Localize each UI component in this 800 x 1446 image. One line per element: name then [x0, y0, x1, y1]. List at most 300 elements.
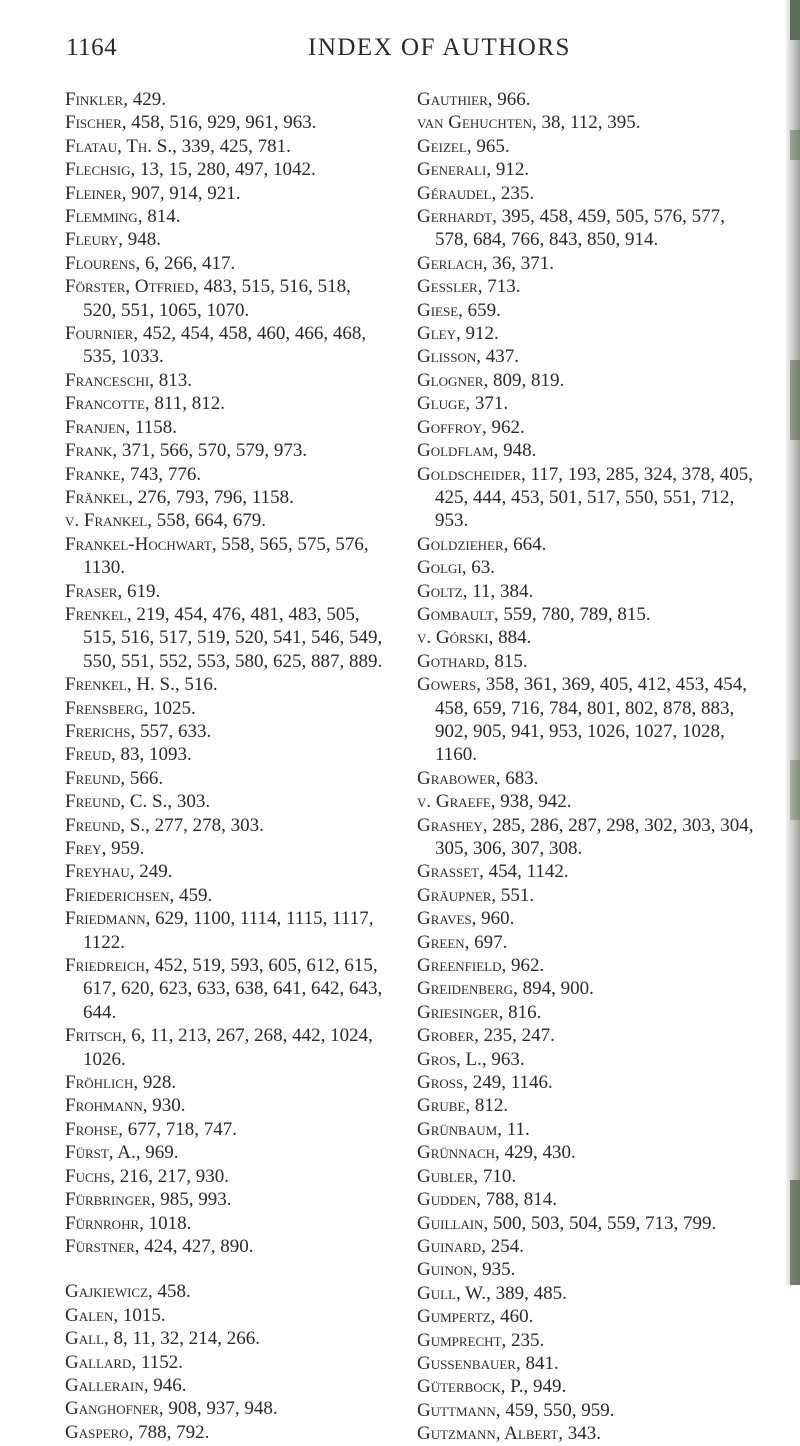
author-name: Friedreich [65, 955, 145, 977]
page-edge-shadow [786, 0, 800, 1285]
page-edge-mark [790, 760, 800, 820]
index-entry [417, 1188, 759, 1211]
index-entry [417, 1258, 759, 1281]
page-references: , 816. [498, 1001, 542, 1023]
author-name: Freud [65, 744, 111, 766]
index-entry [65, 533, 385, 580]
author-name: Géraudel [417, 182, 492, 204]
page-edge-mark [790, 360, 800, 440]
index-entry [65, 439, 385, 462]
page-references: , 452, 454, 458, 460, 466, 468, 535, 1033. [83, 323, 367, 368]
index-entry [65, 1094, 385, 1117]
author-name: Glogner [417, 369, 484, 391]
page-references: , 249, 1146. [463, 1072, 553, 1094]
index-entry [65, 1327, 385, 1350]
page-references: , 1152. [131, 1351, 183, 1373]
index-entry [417, 1375, 759, 1398]
author-name: Freund [65, 767, 121, 789]
index-entry [65, 88, 385, 111]
page-references: , 454, 1142. [479, 861, 569, 883]
index-entry [417, 439, 759, 462]
author-name: Frenkel, H. S. [65, 674, 175, 696]
index-entry [417, 603, 759, 626]
index-entry [417, 182, 759, 205]
page-references: , 965. [466, 135, 510, 157]
page-references: , 566. [120, 767, 164, 789]
index-entry [65, 463, 385, 486]
index-entry [417, 533, 759, 556]
author-name: Grünbaum [417, 1118, 498, 1140]
page-references: , 452, 519, 593, 605, 612, 615, 617, 620, 623, 633, 638, 641, 642, 643, 644. [83, 955, 383, 1023]
index-entry [417, 158, 759, 181]
page-references: , 697. [464, 931, 508, 953]
index-entry [65, 416, 385, 439]
page-references: , 285, 286, 287, 298, 302, 303, 304, 305, 306, 307, 308. [435, 814, 754, 859]
page-references: , 912. [456, 323, 499, 345]
page-references: , 460. [490, 1306, 534, 1328]
index-entry [65, 1071, 385, 1094]
index-entry [417, 1212, 759, 1235]
author-name: Gros, L. [417, 1048, 482, 1070]
page-references: , 216, 217, 930. [110, 1165, 229, 1187]
index-entry [417, 931, 759, 954]
page-references: , 558, 565, 575, 576, 1130. [83, 533, 369, 579]
index-entry [65, 1024, 385, 1071]
page-references: , 277, 278, 303. [145, 814, 264, 836]
author-name: Frerichs [65, 720, 131, 742]
author-name: Francotte [65, 393, 145, 415]
index-entry [417, 111, 759, 134]
index-entry [417, 556, 759, 579]
author-name: Franceschi [65, 369, 150, 391]
page-references: , 424, 427, 890. [134, 1235, 254, 1257]
index-entry [417, 814, 759, 861]
author-name: Grober [417, 1025, 475, 1047]
author-name: Gutzmann, Albert [417, 1423, 559, 1445]
page-references: , 235. [491, 182, 535, 204]
page-edge-mark [790, 1180, 800, 1285]
page-references: , 907, 914, 921. [121, 182, 241, 204]
page-edge-mark [790, 130, 800, 160]
index-entry [65, 1188, 385, 1211]
index-entry [65, 509, 385, 532]
page-references: , 743, 776. [120, 463, 202, 485]
index-entry [417, 954, 759, 977]
author-name: Greenfield [417, 955, 502, 977]
index-entry [65, 1374, 385, 1397]
index-entry [417, 1329, 759, 1352]
author-name: Green [417, 931, 465, 953]
index-entry [417, 860, 759, 883]
author-name: Fürst, A. [65, 1142, 136, 1164]
page-references: , 371, 566, 570, 579, 973. [112, 440, 308, 462]
author-name: Guttmann [417, 1399, 496, 1421]
author-name: Goldflam [417, 440, 494, 462]
index-entry [417, 767, 759, 790]
page-references: , 1025. [143, 697, 196, 719]
index-entry [65, 814, 385, 837]
author-name: Gallard [65, 1351, 132, 1373]
index-entry [65, 228, 385, 251]
index-entry [417, 1282, 759, 1305]
page-references: , 963. [481, 1048, 525, 1070]
author-name: Guinon [417, 1259, 473, 1281]
index-entry [417, 1141, 759, 1164]
index-entry [417, 1399, 759, 1422]
index-entry [417, 1235, 759, 1258]
index-entry [65, 369, 385, 392]
author-name: Frohmann [65, 1095, 143, 1117]
page-references: , 959. [101, 838, 145, 859]
author-name: Grube [417, 1095, 466, 1117]
index-entry [417, 1118, 759, 1141]
author-name: Gaspero [65, 1421, 129, 1443]
index-entry [417, 135, 759, 158]
index-entry [65, 1304, 385, 1327]
page-references: , 6, 266, 417. [135, 252, 236, 274]
author-name: Gluge [417, 393, 466, 415]
page-references: , 962. [482, 416, 525, 438]
index-entry [65, 135, 385, 158]
author-name: Goffroy [417, 416, 483, 438]
page-references: , 946. [143, 1374, 187, 1396]
author-name: Flourens [65, 252, 136, 274]
author-name: Grasset [417, 861, 480, 883]
index-entry [417, 650, 759, 673]
author-name: Giese [417, 299, 459, 321]
page-references: , 938, 942. [490, 791, 572, 813]
page-references: , 811, 812. [144, 393, 225, 415]
author-name: Greidenberg [417, 978, 514, 1000]
page-references: , 683. [495, 767, 539, 789]
index-entry [65, 954, 385, 1024]
author-name: Gothard [417, 650, 485, 672]
index-entry [417, 907, 759, 930]
page-references: , 949. [523, 1376, 567, 1398]
index-entry [65, 673, 385, 696]
author-name: Goldscheider [417, 463, 521, 485]
index-entry [65, 884, 385, 907]
index-entry [65, 275, 385, 322]
index-entry [65, 1141, 385, 1164]
index-entry [65, 767, 385, 790]
page-references: , 303. [167, 791, 211, 813]
index-entry [417, 1024, 759, 1047]
page-references: , 500, 503, 504, 559, 713, 799. [483, 1212, 717, 1234]
author-name: Gussenbauer [417, 1352, 516, 1374]
author-name: Fleiner [65, 182, 122, 204]
page-references: , 235, 247. [474, 1025, 555, 1047]
page-references: , 788, 792. [128, 1421, 210, 1443]
index-entry [65, 1421, 385, 1444]
page-references: , 117, 193, 285, 324, 378, 405, 425, 444, 453, 501, 517, 550, 551, 712, 953. [435, 463, 754, 532]
index-entry [417, 1305, 759, 1328]
author-name: Friederichsen [65, 884, 170, 906]
author-name: Fuchs [65, 1165, 111, 1187]
page-references: , 358, 361, 369, 405, 412, 453, 454, 458, 659, 716, 784, 801, 802, 878, 883, 902, 905, 941, 953, 1026, 1027, 1028, 1160. [435, 674, 747, 766]
index-entry [65, 603, 385, 673]
page-references: , 557, 633. [130, 720, 212, 742]
page-references: , 8, 11, 32, 214, 266. [104, 1328, 261, 1350]
index-entry [65, 697, 385, 720]
index-column-left [65, 88, 385, 1444]
author-name: Grabower [417, 767, 496, 789]
author-name: Guillain [417, 1212, 484, 1234]
page-references: , 458, 516, 929, 961, 963. [121, 112, 317, 134]
running-head: INDEX OF AUTHORS [308, 34, 571, 61]
page-references: , 884. [488, 627, 532, 649]
page-references: , 677, 718, 747. [118, 1118, 237, 1140]
author-name: Freund, C. S. [65, 791, 168, 813]
page-references: , 459, 550, 959. [495, 1399, 615, 1421]
index-entry [65, 1118, 385, 1141]
author-name: Fleury [65, 229, 119, 251]
index-entry [65, 907, 385, 954]
index-entry [65, 1165, 385, 1188]
index-entry [65, 1351, 385, 1374]
index-entry [417, 626, 759, 649]
author-name: Freyhau [65, 861, 130, 883]
author-name: Fröhlich [65, 1072, 134, 1094]
author-name: Fritsch [65, 1025, 122, 1047]
author-name: Gowers [417, 674, 477, 696]
index-entry [65, 486, 385, 509]
author-name: Fischer [65, 112, 122, 134]
author-name: Frankel-Hochwart [65, 533, 212, 555]
page-references: , 551. [491, 884, 535, 906]
page-references: , 1158. [125, 416, 177, 438]
index-entry [417, 275, 759, 298]
index-entry [65, 205, 385, 228]
author-name: Gerlach [417, 252, 483, 274]
page-references: , 254. [481, 1235, 525, 1257]
page-references: , 948. [118, 229, 161, 251]
author-name: v. Frankel [65, 510, 148, 532]
author-name: Gumpertz [417, 1306, 491, 1328]
page-references: , 659. [458, 299, 501, 321]
index-entry [65, 182, 385, 205]
page-references: , 619. [117, 580, 161, 602]
index-entry [417, 790, 759, 813]
index-entry [417, 673, 759, 767]
page-references: , 38, 112, 395. [532, 112, 641, 134]
index-entry [417, 369, 759, 392]
index-entry [417, 1352, 759, 1375]
page-references: , 437. [476, 346, 519, 368]
page-references: , 930. [142, 1095, 186, 1117]
author-name: Flechsig [65, 159, 131, 181]
page-references: , 841. [515, 1352, 559, 1374]
page-references: , 813. [149, 369, 192, 391]
index-entry [417, 1094, 759, 1117]
page-references: , 6, 11, 213, 267, 268, 442, 1024, 1026. [83, 1025, 373, 1070]
author-name: Gajkiewicz [65, 1281, 149, 1303]
author-name: Golgi [417, 557, 462, 579]
index-entry [417, 1071, 759, 1094]
page-references: , 516. [174, 674, 218, 696]
author-name: Glisson [417, 346, 477, 368]
page-references: , 812. [465, 1095, 509, 1117]
author-name: Gull, W. [417, 1282, 487, 1304]
index-entry [417, 1422, 759, 1445]
page-references: , 389, 485. [486, 1282, 567, 1304]
author-name: Fürnrohr [65, 1212, 140, 1234]
index-entry [65, 860, 385, 883]
author-name: Gross [417, 1072, 464, 1094]
page-references: , 894, 900. [513, 978, 594, 1000]
page-references: , 908, 937, 948. [158, 1398, 278, 1420]
index-entry [417, 416, 759, 439]
page-references: , 459. [169, 884, 213, 906]
author-name: Griesinger [417, 1001, 499, 1023]
page-references: , 1018. [139, 1212, 192, 1234]
index-entry [65, 1212, 385, 1235]
author-name: Fränkel [65, 486, 129, 508]
page-references: , 962. [501, 955, 545, 977]
page-references: , 395, 458, 459, 505, 576, 577, 578, 684, 766, 843, 850, 914. [435, 206, 725, 251]
page-references: , 276, 793, 796, 1158. [128, 486, 294, 508]
index-entry [417, 345, 759, 368]
index-entry [417, 392, 759, 415]
author-name: Gräupner [417, 884, 492, 906]
author-name: Gley [417, 323, 456, 345]
page-references: , 429, 430. [495, 1142, 576, 1164]
page-references: , 235. [501, 1329, 545, 1351]
author-name: Franjen [65, 416, 126, 438]
page-references: , 483, 515, 516, 518, 520, 551, 1065, 1070. [83, 276, 351, 321]
author-name: v. Graefe [417, 791, 491, 813]
page-references: , 629, 1100, 1114, 1115, 1117, 1122. [83, 908, 374, 953]
index-entry [65, 392, 385, 415]
author-name: Flatau, Th. S. [65, 135, 173, 157]
author-name: Fournier [65, 323, 134, 345]
author-name: Frey [65, 838, 102, 859]
author-name: Güterbock, P. [417, 1376, 524, 1398]
page-references: , 788, 814. [476, 1189, 557, 1211]
index-entry [417, 884, 759, 907]
page-references: , 966. [487, 89, 531, 110]
author-name: Finkler [65, 89, 124, 110]
page-references: , 969. [135, 1142, 179, 1164]
author-name: Gudden [417, 1189, 477, 1211]
author-name: Gessler [417, 276, 478, 298]
page-references: , 815. [484, 650, 528, 672]
page-references: , 429. [123, 89, 166, 110]
page-references: , 371. [465, 393, 509, 415]
author-name: Geizel [417, 135, 467, 157]
page-references: , 912. [486, 159, 530, 181]
page-references: , 809, 819. [483, 369, 565, 391]
page-references: , 960. [471, 908, 515, 930]
author-name: Frohse [65, 1118, 119, 1140]
index-entry [417, 1165, 759, 1188]
author-name: Gubler [417, 1165, 474, 1187]
page-references: , 948. [493, 440, 537, 462]
author-name: Fürstner [65, 1235, 135, 1257]
index-entry [417, 252, 759, 275]
author-name: Grashey [417, 814, 483, 836]
index-entry [417, 463, 759, 533]
page-references: , 13, 15, 280, 497, 1042. [130, 159, 316, 181]
author-name: Freund, S. [65, 814, 146, 836]
page-references: , 249. [129, 861, 173, 883]
author-name: Franke [65, 463, 121, 485]
page-references: , 985, 993. [150, 1189, 232, 1211]
author-name: Flemming [65, 206, 138, 228]
index-entry [65, 580, 385, 603]
index-entry [65, 158, 385, 181]
index-entry [417, 1048, 759, 1071]
index-entry [65, 790, 385, 813]
author-name: v. Górski [417, 627, 489, 649]
page-references: , 710. [473, 1165, 517, 1187]
author-name: Frenkel [65, 603, 127, 625]
page-references: , 339, 425, 781. [172, 135, 291, 157]
page-number: 1164 [66, 34, 118, 61]
index-entry [65, 1235, 385, 1258]
page-references: , 11. [497, 1118, 530, 1140]
page-header [0, 34, 800, 74]
index-entry [417, 299, 759, 322]
page-references: , 343. [558, 1423, 602, 1445]
index-entry [417, 205, 759, 252]
page-references: , 63. [461, 557, 496, 579]
author-name: Gauthier [417, 89, 488, 110]
author-name: Goldzieher [417, 533, 504, 555]
index-entry [65, 252, 385, 275]
author-name: Gombault [417, 603, 494, 625]
index-entry [65, 837, 385, 860]
index-entry [65, 111, 385, 134]
author-name: Generali [417, 159, 487, 181]
page-references: , 219, 454, 476, 481, 483, 505, 515, 516, 517, 519, 520, 541, 546, 549, 550, 551, 552, 553, 580, 625, 887, 889. [83, 603, 383, 672]
author-name: Gumprecht [417, 1329, 502, 1351]
page-references: , 713. [477, 276, 521, 298]
index-entry [417, 88, 759, 111]
index-entry [65, 1280, 385, 1303]
author-name: Friedmann [65, 908, 146, 930]
page-references: , 11, 384. [462, 580, 534, 602]
index-entry [65, 1397, 385, 1420]
author-name: Gerhardt [417, 206, 493, 228]
page-references: , 83, 1093. [110, 744, 192, 766]
index-entry [417, 322, 759, 345]
letter-section-break [65, 1258, 385, 1280]
author-name: Fürbringer [65, 1189, 151, 1211]
index-entry [65, 720, 385, 743]
author-name: Gall [65, 1328, 104, 1350]
index-entry [417, 580, 759, 603]
author-name: van Gehuchten [417, 112, 533, 134]
page-references: , 558, 664, 679. [147, 510, 266, 532]
index-column-right [417, 88, 759, 1446]
author-name: Fraser [65, 580, 118, 602]
author-name: Ganghofner [65, 1398, 159, 1420]
author-name: Förster, Otfried [65, 276, 195, 298]
author-name: Guinard [417, 1235, 482, 1257]
page-references: , 1015. [113, 1304, 166, 1326]
author-name: Grünnach [417, 1142, 496, 1164]
index-entry [65, 743, 385, 766]
page-references: , 928. [133, 1072, 177, 1094]
author-name: Galen [65, 1304, 114, 1326]
author-name: Graves [417, 908, 472, 930]
index-entry [417, 1001, 759, 1024]
page-references: , 559, 780, 789, 815. [493, 603, 651, 625]
author-name: Frank [65, 440, 113, 462]
author-name: Frensberg [65, 697, 144, 719]
page-references: , 664. [503, 533, 547, 555]
